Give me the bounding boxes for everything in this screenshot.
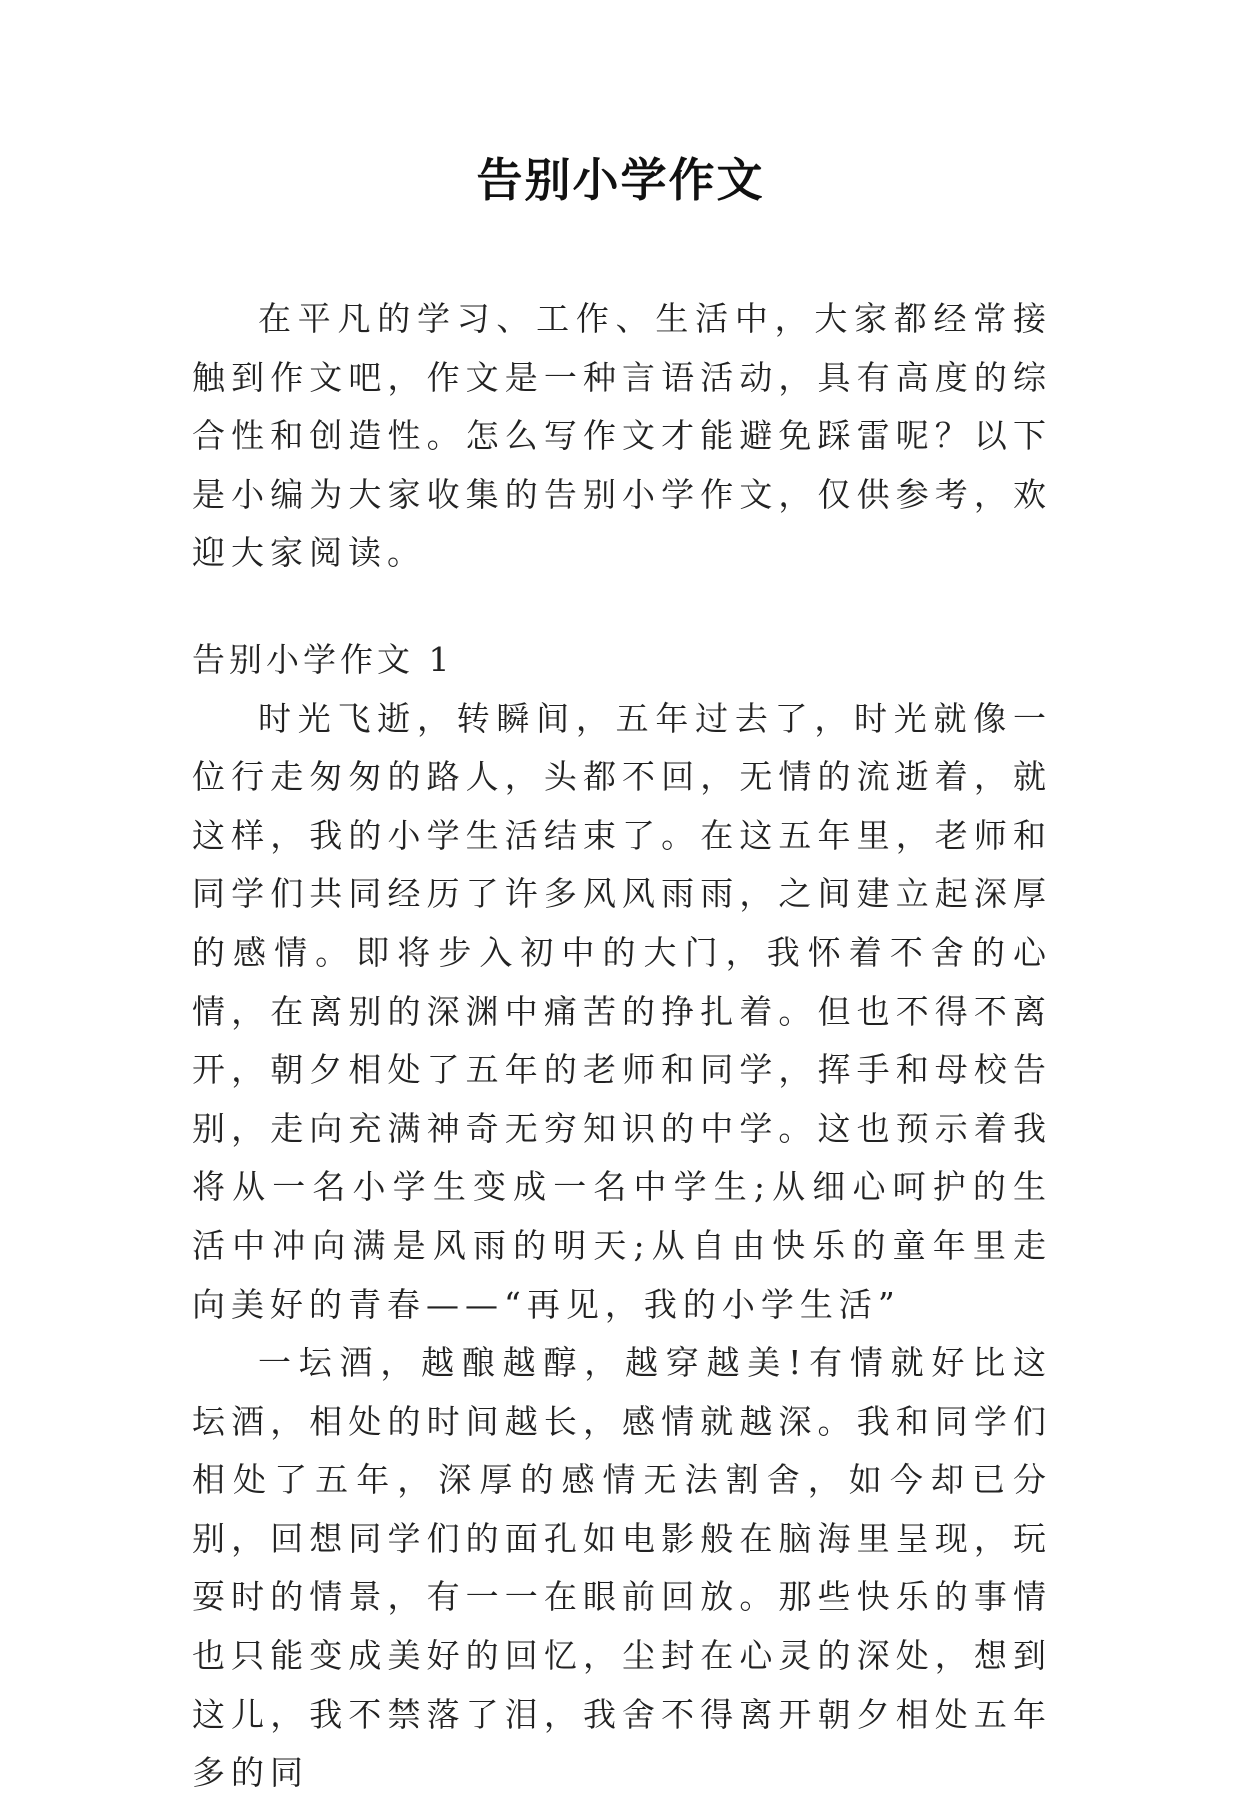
- body-paragraph: 一坛酒，越酿越醇，越穿越美!有情就好比这坛酒，相处的时间越长，感情就越深。我和同学们相处了五年，深厚的感情无法割舍，如今却已分别，回想同学们的面孔如电影般在脑海里呈现，玩耍时的情景，有一一在眼前回放。那些快乐的事情也只能变成美好的回忆，尘封在心灵的深处，想到这儿，我不禁落了泪，我舍不得离开朝夕相处五年多的同: [192, 1343, 1052, 1793]
- intro-paragraph: 在平凡的学习、工作、生活中，大家都经常接触到作文吧，作文是一种言语活动，具有高度的综合性和创造性。怎么写作文才能避免踩雷呢？以下是小编为大家收集的告别小学作文，仅供参考，欢迎大家阅读。: [192, 299, 1052, 573]
- document-title: 告别小学作文: [476, 153, 765, 207]
- section-heading: 告别小学作文 1: [192, 639, 454, 679]
- body-paragraph: 时光飞逝，转瞬间，五年过去了，时光就像一位行走匆匆的路人，头都不回，无情的流逝着，就这样，我的小学生活结束了。在这五年里，老师和同学们共同经历了许多风风雨雨，之间建立起深厚的感情。即将步入初中的大门，我怀着不舍的心情，在离别的深渊中痛苦的挣扎着。但也不得不离开，朝夕相处了五年的老师和同学，挥手和母校告别，走向充满神奇无穷知识的中学。这也预示着我将从一名小学生变成一名中学生;从细心呵护的生活中冲向满是风雨的明天;从自由快乐的童年里走向美好的青春——“再见，我的小学生活”: [192, 698, 1052, 1324]
- document-body: [192, 290, 1052, 1803]
